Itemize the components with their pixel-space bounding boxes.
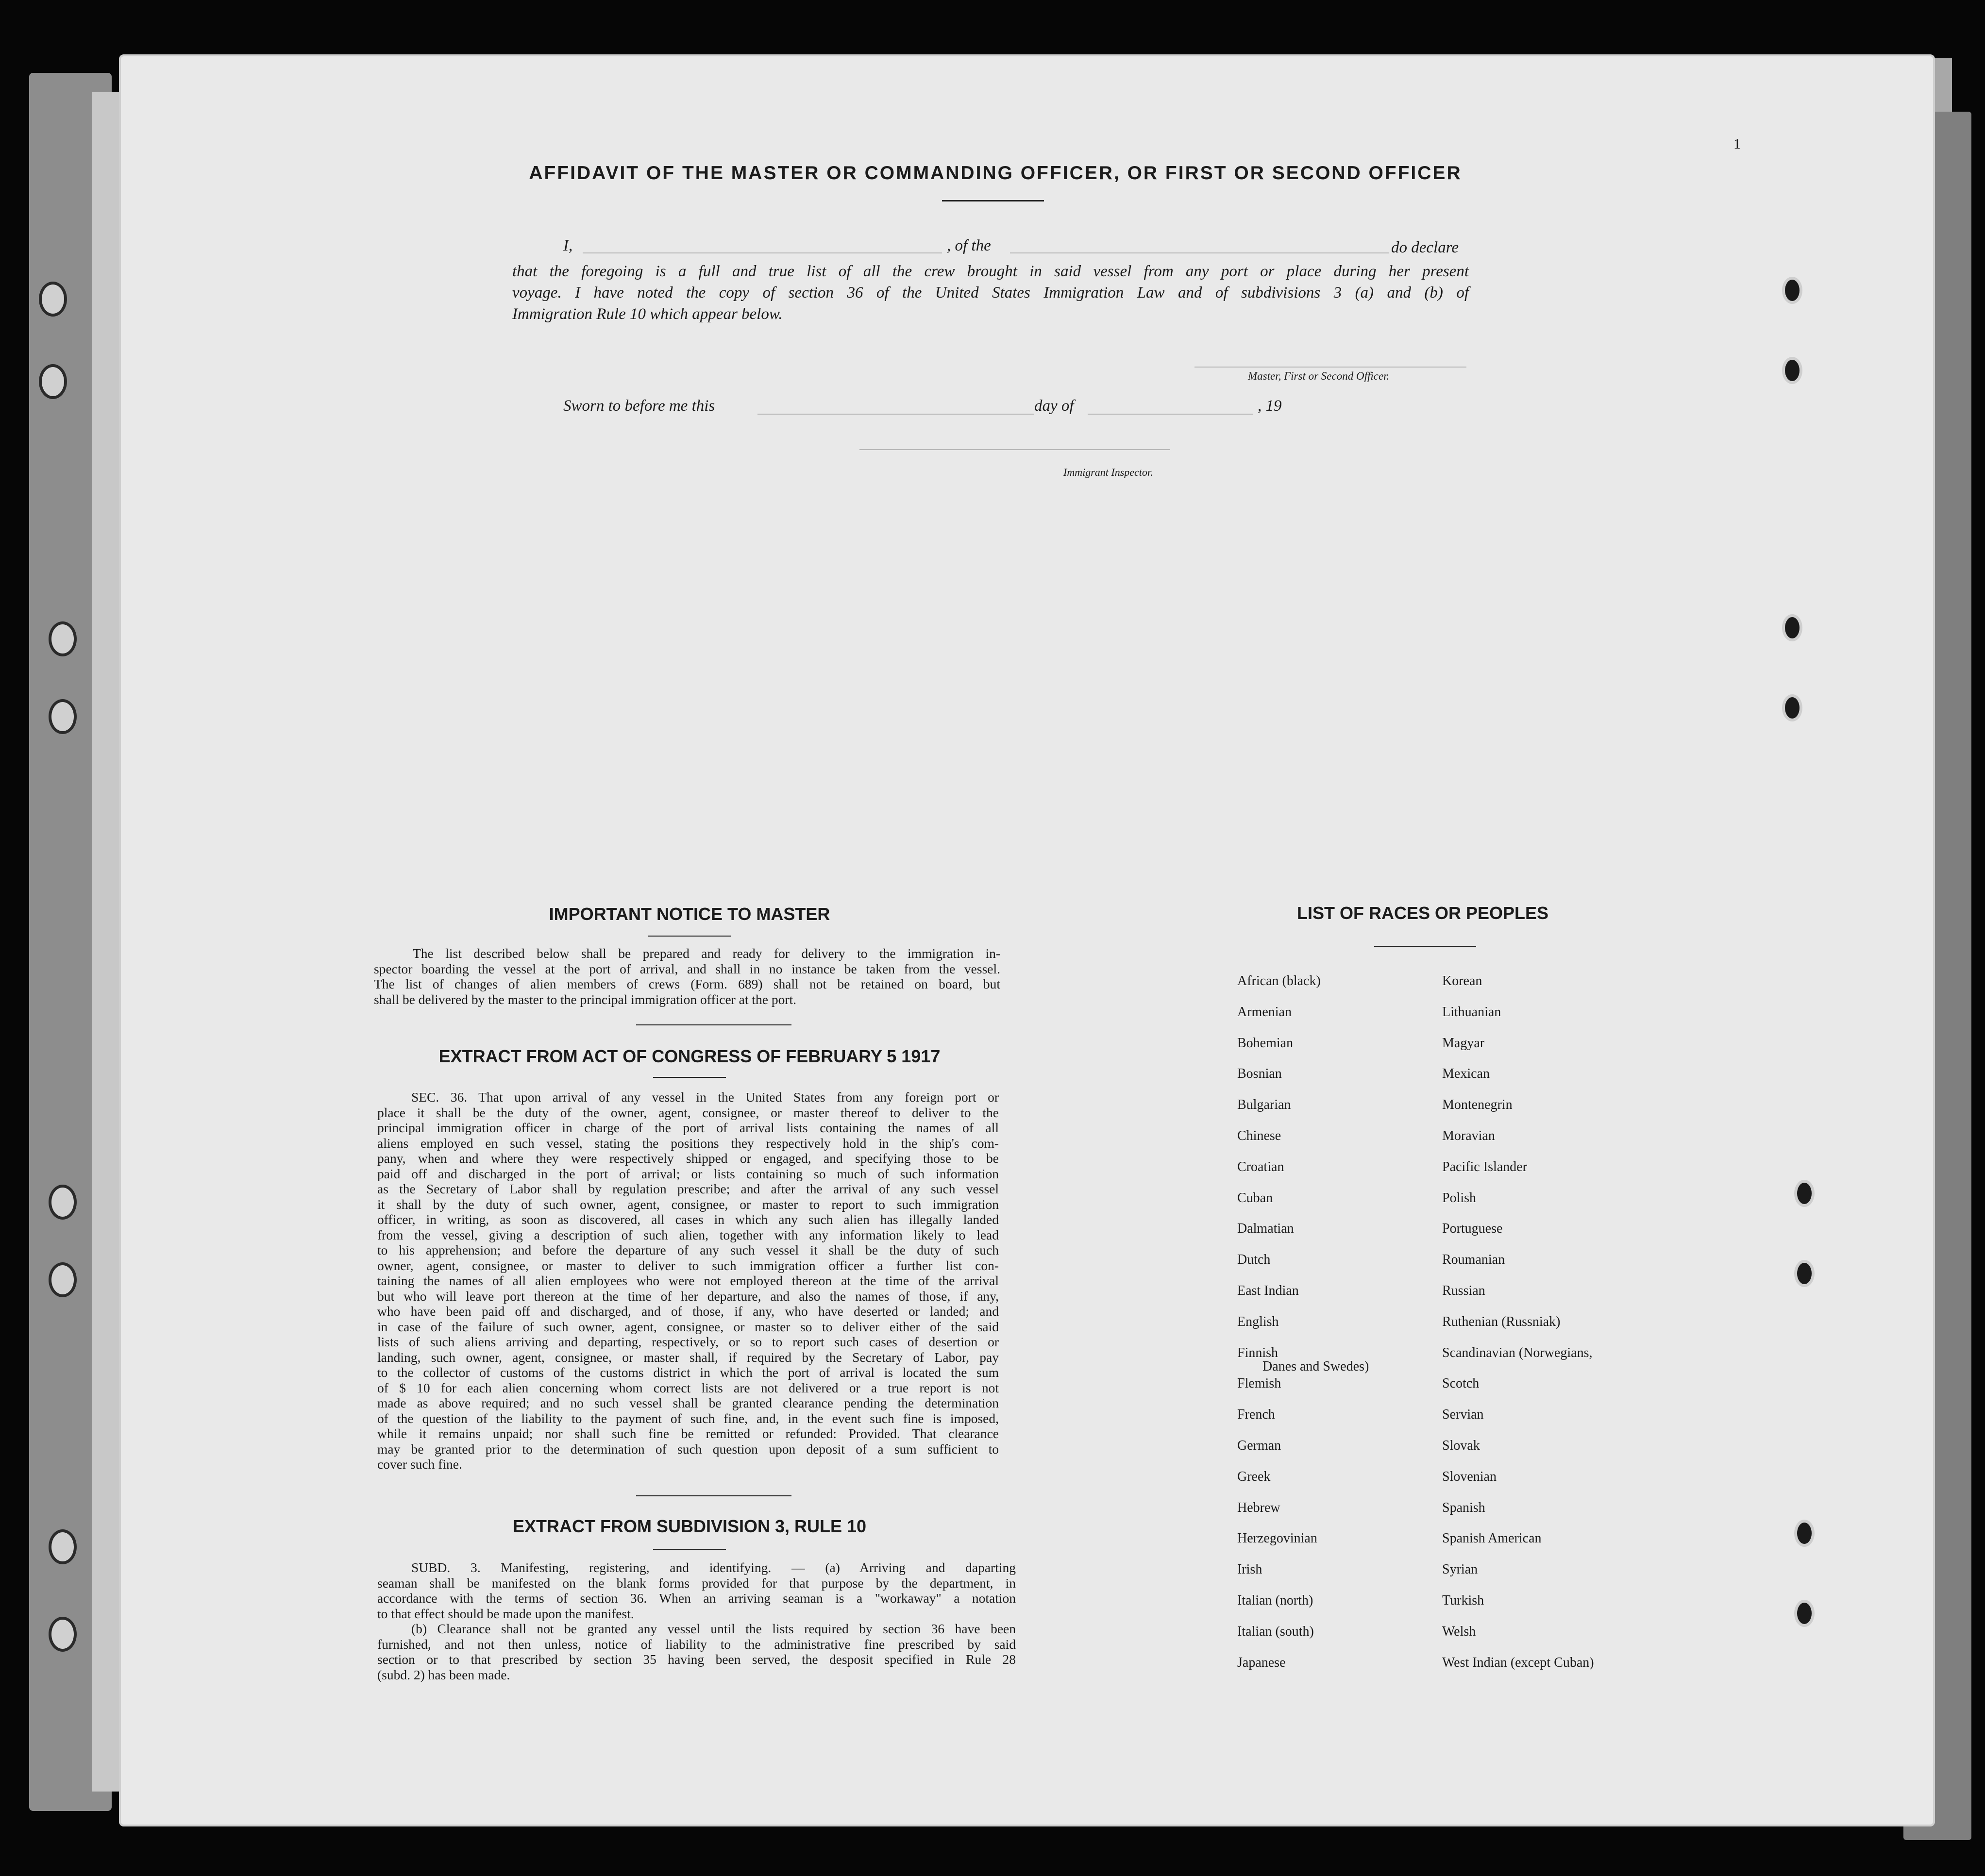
race-item: Turkish — [1442, 1593, 1484, 1608]
affidavit-i: I, — [563, 237, 573, 254]
text-line: who have been paid off and discharged, and of those, if any, who have deserted or landed; and — [377, 1304, 999, 1319]
text-line: but who will leave port thereon at the time of her departure, and also the names of those, if any, — [377, 1288, 999, 1304]
binder-hole-icon — [49, 1529, 77, 1564]
race-item: Magyar — [1442, 1035, 1485, 1051]
divider — [1374, 946, 1476, 947]
race-item: Spanish — [1442, 1500, 1485, 1515]
binder-hole-icon — [49, 699, 77, 734]
text-line: officer, in writing, as soon as discovered, all cases in which any such alien has illegally landed — [377, 1212, 999, 1227]
vessel-blank-line — [1010, 252, 1389, 253]
text-line: as the Secretary of Labor shall by regulation prescribe; and after the arrival of any such vessel — [377, 1181, 999, 1196]
race-item: Lithuanian — [1442, 1004, 1501, 1020]
race-item: Korean — [1442, 973, 1482, 988]
text-line: to that effect should be made upon the manifest. — [377, 1606, 634, 1621]
text-line: taining the names of all alien employees who were not employed thereon at the time of the arrival — [377, 1273, 999, 1288]
race-item: Syrian — [1442, 1562, 1478, 1577]
races-title: LIST OF RACES OR PEOPLES — [1296, 903, 1549, 923]
text-line: seaman shall be manifested on the blank forms provided for that purpose by the department, in — [377, 1575, 1016, 1591]
text-line: (b) Clearance shall not be granted any vessel until the lists required by section 36 have been — [411, 1621, 1016, 1636]
affidavit-do-declare: do declare — [1391, 239, 1459, 256]
race-item: Slovak — [1442, 1438, 1480, 1453]
text-line: principal immigration officer in charge of the port of arrival lists containing the names of all — [377, 1120, 999, 1135]
race-item: Bosnian — [1237, 1066, 1282, 1082]
inspector-signature-line — [859, 449, 1170, 450]
race-item: Pacific Islander — [1442, 1159, 1527, 1174]
text-line: SEC. 36. That upon arrival of any vessel in the United States from any foreign port or — [411, 1089, 999, 1105]
text-line: owner, agent, consignee, or master to deliver to such immigration officer a further list con- — [377, 1257, 999, 1273]
race-item: Bohemian — [1237, 1035, 1294, 1051]
text-line: of $ 10 for each alien concerning whom correct lists are not delivered or a true report is not — [377, 1380, 999, 1395]
sheet-number: 1 — [1733, 136, 1741, 152]
race-item: Finnish — [1237, 1345, 1278, 1360]
binder-hole-icon — [49, 1185, 77, 1220]
extract-rule-paragraph — [377, 1560, 1016, 1682]
extract-rule-title: EXTRACT FROM SUBDIVISION 3, RULE 10 — [512, 1516, 867, 1536]
notice-paragraph — [374, 946, 1000, 1007]
text-line: SUBD. 3. Manifesting, registering, and identifying. — (a) Arriving and daparting — [411, 1560, 1016, 1575]
text-line: (subd. 2) has been made. — [377, 1667, 510, 1682]
race-item: English — [1237, 1314, 1279, 1329]
binder-hole-icon — [1782, 277, 1802, 304]
text-line: may be granted prior to the determination of such question upon deposit of a sum sufficient to — [377, 1441, 999, 1457]
race-item: Bulgarian — [1237, 1097, 1291, 1113]
year-prefix: , 19 — [1258, 397, 1282, 415]
divider — [653, 1077, 726, 1078]
race-item: Moravian — [1442, 1128, 1495, 1143]
text-line: accordance with the terms of section 36. When an arriving seaman is a "workaway" a notation — [377, 1591, 1016, 1606]
text-line: from the vessel, giving a description of such alien, together with any information likely to lead — [377, 1227, 999, 1242]
binder-hole-icon — [39, 282, 67, 317]
text-line: of the question of the liability to the payment of such fine, and, in the event such fine is imposed, — [377, 1410, 999, 1426]
race-item: Chinese — [1237, 1128, 1281, 1143]
race-item: Montenegrin — [1442, 1097, 1513, 1113]
binder-hole-icon — [1782, 694, 1802, 721]
race-item: Irish — [1237, 1562, 1262, 1577]
race-item: Portuguese — [1442, 1221, 1503, 1237]
race-item: African (black) — [1237, 973, 1321, 988]
inspector-caption: Immigrant Inspector. — [1063, 466, 1153, 478]
binder-hole-icon — [49, 621, 77, 656]
text-line: aliens employed en such vessel, stating the positions they respectively hold in the ship's com- — [377, 1135, 999, 1151]
binder-hole-icon — [39, 364, 67, 399]
sworn-prefix: Sworn to before me this — [563, 397, 715, 415]
extract-act-title: EXTRACT FROM ACT OF CONGRESS OF FEBRUARY 5 1917 — [438, 1046, 941, 1066]
text-line: to the collector of customs of the customs district in which the port of arrival is located the sum — [377, 1365, 999, 1380]
race-item: Japanese — [1237, 1655, 1286, 1670]
affidavit-line: voyage. I have noted the copy of section 36 of the United States Immigration Law and of subdivisions 3 (a) and (b) of — [512, 284, 1469, 302]
race-item: Croatian — [1237, 1159, 1284, 1174]
text-line: while it remains unpaid; nor shall such fine be remitted or refunded: Provided. That clearance — [377, 1426, 999, 1441]
race-item: Dutch — [1237, 1252, 1271, 1268]
text-line: pany, when and where they were respectively shipped or engaged, and specifying those to be — [377, 1151, 999, 1166]
affidavit-title: AFFIDAVIT OF THE MASTER OR COMMANDING OFFICER, OR FIRST OR SECOND OFFICER — [529, 163, 1462, 184]
race-item: German — [1237, 1438, 1281, 1453]
race-item: Scandinavian (Norwegians, — [1442, 1345, 1593, 1360]
binder-hole-icon — [1794, 1260, 1815, 1287]
race-item: Mexican — [1442, 1066, 1490, 1082]
race-item: Ruthenian (Russniak) — [1442, 1314, 1561, 1329]
notice-title: IMPORTANT NOTICE TO MASTER — [549, 904, 830, 924]
text-line: shall be delivered by the master to the principal immigration officer at the port. — [374, 991, 797, 1007]
text-line: landing, such owner, agent, consignee, or master shall, if required by the Secretary of Labor, pay — [377, 1349, 999, 1365]
text-line: made as above required; and no such vessel shall be granted clearance pending the determination — [377, 1395, 999, 1410]
day-blank-line — [757, 414, 1034, 415]
binder-hole-icon — [1794, 1180, 1815, 1207]
signature-line — [1194, 367, 1466, 368]
text-line: spector boarding the vessel at the port of arrival, and shall in no instance be taken from the vessel. — [374, 961, 1000, 976]
binder-hole-icon — [1782, 357, 1802, 384]
race-item: Cuban — [1237, 1190, 1273, 1206]
day-of: day of — [1034, 397, 1074, 415]
binder-hole-icon — [49, 1262, 77, 1297]
text-line: cover such fine. — [377, 1457, 462, 1472]
month-blank-line — [1088, 414, 1253, 415]
divider — [653, 1549, 726, 1550]
text-line: section or to that prescribed by section 35 having been served, the desposit specified in Rule 28 — [377, 1652, 1016, 1667]
text-line: The list of changes of alien members of crews (Form. 689) shall not be retained on board, but — [374, 976, 1000, 991]
extract-act-paragraph — [377, 1089, 999, 1472]
divider — [942, 200, 1044, 201]
race-item: Flemish — [1237, 1376, 1281, 1391]
race-item: Roumanian — [1442, 1252, 1505, 1268]
race-item: West Indian (except Cuban) — [1442, 1655, 1594, 1670]
race-item: Italian (south) — [1237, 1624, 1314, 1639]
race-item: Servian — [1442, 1407, 1484, 1423]
divider — [636, 1024, 791, 1025]
race-item: Greek — [1237, 1469, 1271, 1484]
text-line: furnished, and not then unless, notice of liability to the administrative fine prescribed by said — [377, 1636, 1016, 1652]
stacked-pages-left-edge-inner — [92, 92, 121, 1792]
text-line: in case of the failure of such owner, agent, consignee, or master so to deliver either of the said — [377, 1319, 999, 1334]
text-line: to his apprehension; and before the departure of any such vessel it shall be the duty of such — [377, 1242, 999, 1257]
race-item: Danes and Swedes) — [1262, 1358, 1369, 1374]
text-line: lists of such aliens arriving and departing, respectively, or so to report such cases of desertion or — [377, 1334, 999, 1349]
text-line: it shall by the duty of such owner, agent, consignee, or master to report to such immigration — [377, 1196, 999, 1212]
race-item: Polish — [1442, 1190, 1477, 1206]
race-item: French — [1237, 1407, 1275, 1423]
race-item: Spanish American — [1442, 1531, 1542, 1546]
affidavit-line: Immigration Rule 10 which appear below. — [512, 305, 783, 323]
affidavit-of-the: , of the — [947, 237, 991, 254]
binder-hole-icon — [1794, 1520, 1815, 1547]
race-item: Slovenian — [1442, 1469, 1497, 1484]
race-item: Welsh — [1442, 1624, 1476, 1639]
binder-hole-icon — [1782, 614, 1802, 641]
signature-caption: Master, First or Second Officer. — [1248, 370, 1390, 382]
divider — [636, 1495, 791, 1496]
name-blank-line — [583, 252, 942, 253]
binder-hole-icon — [1794, 1600, 1815, 1627]
divider — [648, 936, 731, 937]
race-item: East Indian — [1237, 1283, 1299, 1298]
race-item: Russian — [1442, 1283, 1485, 1298]
race-item: Dalmatian — [1237, 1221, 1294, 1237]
race-item: Herzegovinian — [1237, 1531, 1317, 1546]
text-line: paid off and discharged in the port of arrival; or lists containing so much of such information — [377, 1166, 999, 1181]
text-line: place it shall be the duty of the owner, agent, consignee, or master thereof to deliver to the — [377, 1105, 999, 1120]
race-item: Armenian — [1237, 1004, 1292, 1020]
binder-hole-icon — [49, 1617, 77, 1652]
race-item: Scotch — [1442, 1376, 1480, 1391]
race-item: Italian (north) — [1237, 1593, 1313, 1608]
race-item: Hebrew — [1237, 1500, 1280, 1515]
affidavit-line: that the foregoing is a full and true list of all the crew brought in said vessel from any port or place during her present — [512, 263, 1469, 280]
text-line: The list described below shall be prepared and ready for delivery to the immigration in- — [413, 946, 1000, 961]
